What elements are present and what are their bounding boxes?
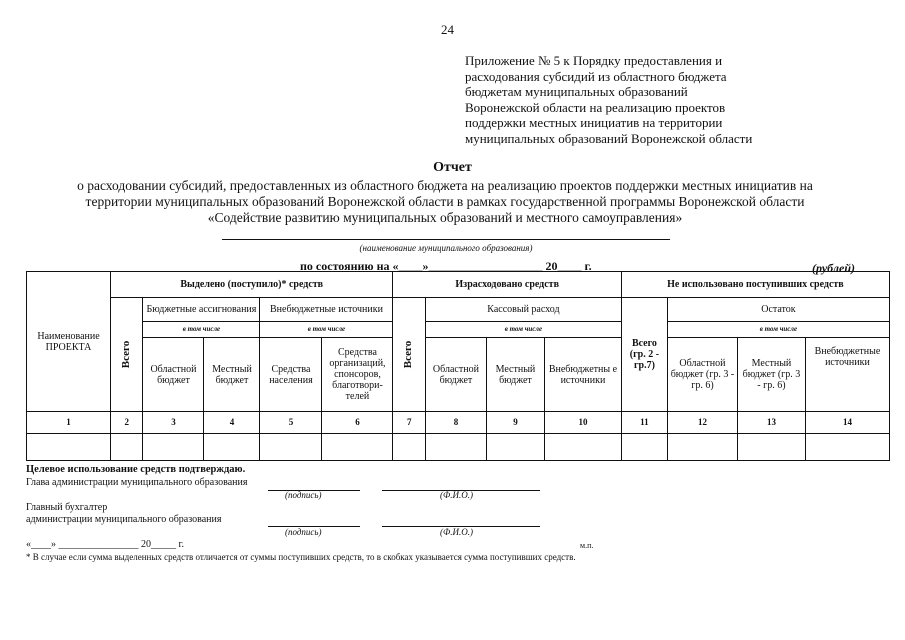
header-regional-budget: Областной бюджет xyxy=(143,338,204,412)
header-spent-total xyxy=(393,298,425,412)
column-number: 11 xyxy=(621,412,667,434)
header-spent-extrabudget: Внебюджетны е источники xyxy=(544,338,621,412)
municipality-blank-line xyxy=(222,239,670,240)
signature-caption: (подпись) xyxy=(285,527,322,537)
date-line: «____» ________________ 20_____ г. xyxy=(26,539,184,550)
data-cell[interactable] xyxy=(667,434,737,461)
data-cell[interactable] xyxy=(805,434,889,461)
report-title: Отчет xyxy=(433,160,472,175)
column-number: 2 xyxy=(111,412,143,434)
header-remainder-regional: Областной бюджет (гр. 3 - гр. 6) xyxy=(667,338,737,412)
header-extrabudget-sources: Внебюджетные источники xyxy=(260,298,393,322)
as-of-date-line: по состоянию на «____»___________________ 20____ г. xyxy=(300,259,592,273)
subtitle-line: территории муниципальных образований Воронежской области в рамках государственной программы Воронежской области xyxy=(85,194,805,209)
data-cell[interactable] xyxy=(737,434,805,461)
appendix-line: Приложение № 5 к Порядку предоставления и xyxy=(465,53,723,68)
data-cell[interactable] xyxy=(486,434,544,461)
header-remainder-extrabudget: Внебюджетные источники xyxy=(805,338,889,412)
column-number: 13 xyxy=(737,412,805,434)
header-spent: Израсходовано средств xyxy=(393,272,621,298)
appendix-line: Воронежской области на реализацию проектов xyxy=(465,99,726,115)
column-number: 7 xyxy=(393,412,425,434)
data-cell[interactable] xyxy=(425,434,486,461)
page-number: 24 xyxy=(441,22,454,37)
subtitle-line: «Содействие развитию муниципальных образований и местного самоуправления» xyxy=(207,210,683,225)
chief-accountant-label: Главный бухгалтер xyxy=(26,502,108,513)
header-spent-regional: Областной бюджет xyxy=(425,338,486,412)
subtitle-line: о расходовании субсидий, предоставленных из областного бюджета на реализацию проектов поддержки местных инициатив на xyxy=(77,178,813,193)
municipality-caption: (наименование муниципального образования) xyxy=(359,243,533,253)
data-cell[interactable] xyxy=(322,434,393,461)
data-cell[interactable] xyxy=(27,434,111,461)
appendix-line: расходования субсидий из областного бюджета xyxy=(465,68,727,84)
report-subtitle xyxy=(30,178,860,226)
data-cell[interactable] xyxy=(111,434,143,461)
header-allocated-total xyxy=(111,298,143,412)
column-number: 5 xyxy=(260,412,322,434)
data-cell[interactable] xyxy=(260,434,322,461)
spent-total-label: Всего xyxy=(402,340,415,369)
head-of-administration-label: Глава администрации муниципального образования xyxy=(26,477,248,488)
header-unused-total: Всего (гр. 2 - гр.7) xyxy=(621,298,667,412)
data-cell[interactable] xyxy=(393,434,425,461)
appendix-line: муниципальных образований Воронежской области xyxy=(465,130,753,146)
header-sponsor-funds: Средства организаций, спонсоров, благотвори-телей xyxy=(322,338,393,412)
appendix-line: поддержки местных инициатив на территории xyxy=(465,115,723,131)
column-number: 14 xyxy=(805,412,889,434)
footnote: * В случае если сумма выделенных средств отличается от суммы поступивших средств, то в скобках указывается сумма поступивших средств. xyxy=(26,552,576,562)
header-local-budget: Местный бюджет xyxy=(204,338,260,412)
header-spent-local: Местный бюджет xyxy=(486,338,544,412)
column-number: 9 xyxy=(486,412,544,434)
report-table xyxy=(26,271,890,461)
header-remainder: Остаток xyxy=(667,298,889,322)
header-population-funds: Средства населения xyxy=(260,338,322,412)
column-number: 3 xyxy=(143,412,204,434)
column-number: 6 xyxy=(322,412,393,434)
fio-caption: (Ф.И.О.) xyxy=(440,527,473,537)
column-number: 10 xyxy=(544,412,621,434)
including-label: в том числе xyxy=(425,322,621,338)
chief-accountant-org-label: администрации муниципального образования xyxy=(26,514,222,525)
header-remainder-local: Местный бюджет (гр. 3 - гр. 6) xyxy=(737,338,805,412)
header-unused: Не использовано поступивших средств xyxy=(621,272,889,298)
data-cell[interactable] xyxy=(204,434,260,461)
header-project-name: Наименование ПРОЕКТА xyxy=(27,272,111,412)
column-number: 1 xyxy=(27,412,111,434)
currency-label: (рублей) xyxy=(812,261,856,275)
appendix-line: бюджетам муниципальных образований xyxy=(465,84,688,100)
allocated-total-label: Всего xyxy=(120,340,133,369)
signature-caption: (подпись) xyxy=(285,490,322,500)
fio-caption: (Ф.И.О.) xyxy=(440,490,473,500)
column-number: 12 xyxy=(667,412,737,434)
confirmation-text: Целевое использование средств подтверждаю. xyxy=(26,464,246,475)
data-cell[interactable] xyxy=(621,434,667,461)
data-cell[interactable] xyxy=(143,434,204,461)
header-allocated: Выделено (поступило)* средств xyxy=(111,272,393,298)
column-number: 8 xyxy=(425,412,486,434)
header-cash-expense: Кассовый расход xyxy=(425,298,621,322)
column-number: 4 xyxy=(204,412,260,434)
including-label: в том числе xyxy=(143,322,260,338)
stamp-place-label: м.п. xyxy=(580,541,594,550)
header-budget-appropriations: Бюджетные ассигнования xyxy=(143,298,260,322)
including-label: в том числе xyxy=(260,322,393,338)
including-label: в том числе xyxy=(667,322,889,338)
data-cell[interactable] xyxy=(544,434,621,461)
appendix-heading xyxy=(465,53,795,147)
